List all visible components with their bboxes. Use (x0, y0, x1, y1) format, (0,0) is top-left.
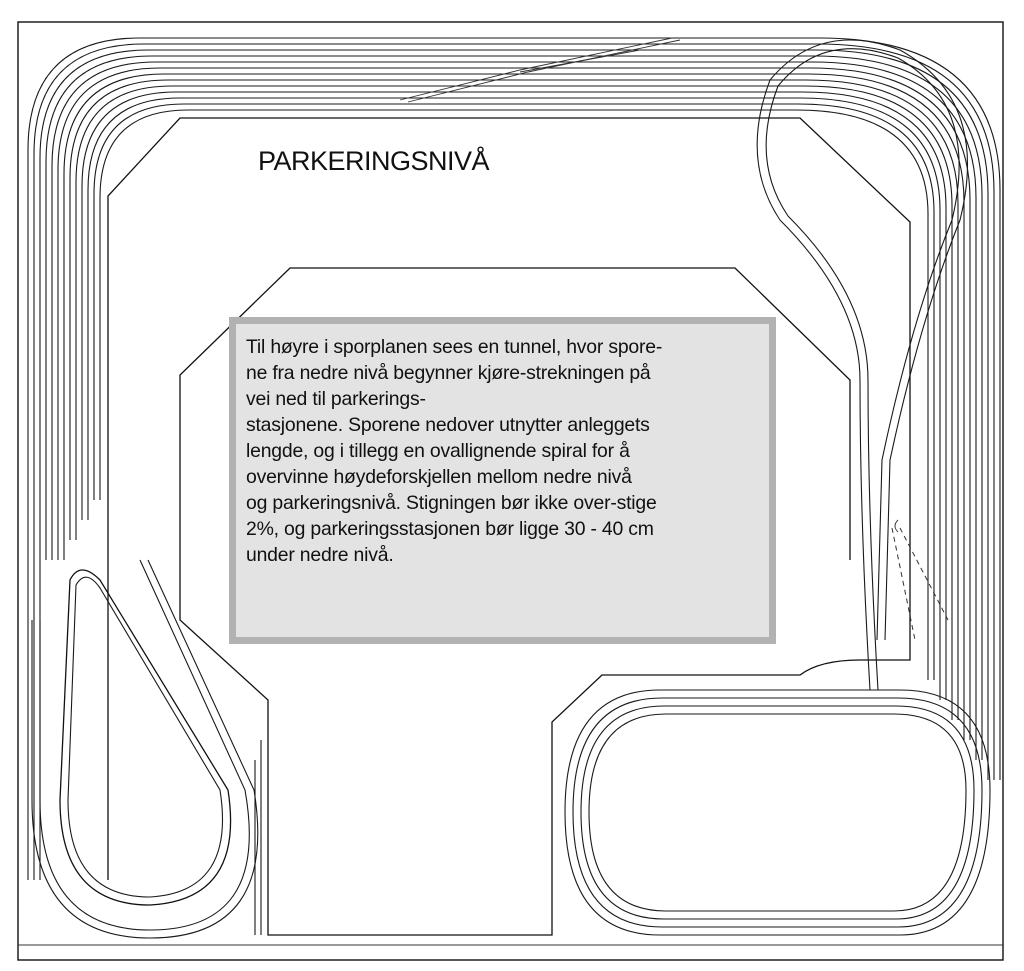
right-spiral (757, 40, 967, 690)
info-box-text: Til høyre i sporplanen sees en tunnel, hvor spore- ne fra nedre nivå begynner kjøre-strekningen på vei ned til parkerings- stasjonene. Sporene nedover utnytter anleggets lengde, og i tillegg en ovallignende spiral for å overvinne høydeforskjellen mellom nedre nivå og parkeringsnivå. Stigningen bør ikke over-stige 2%, og parkeringsstasjonen bør ligge 30 - 40 cm under nedre nivå. (246, 336, 663, 566)
level-title: PARKERINGSNIVÅ (258, 146, 490, 176)
reverse-loop-left (32, 560, 261, 938)
oval-helix (565, 690, 990, 935)
info-box (229, 317, 776, 644)
